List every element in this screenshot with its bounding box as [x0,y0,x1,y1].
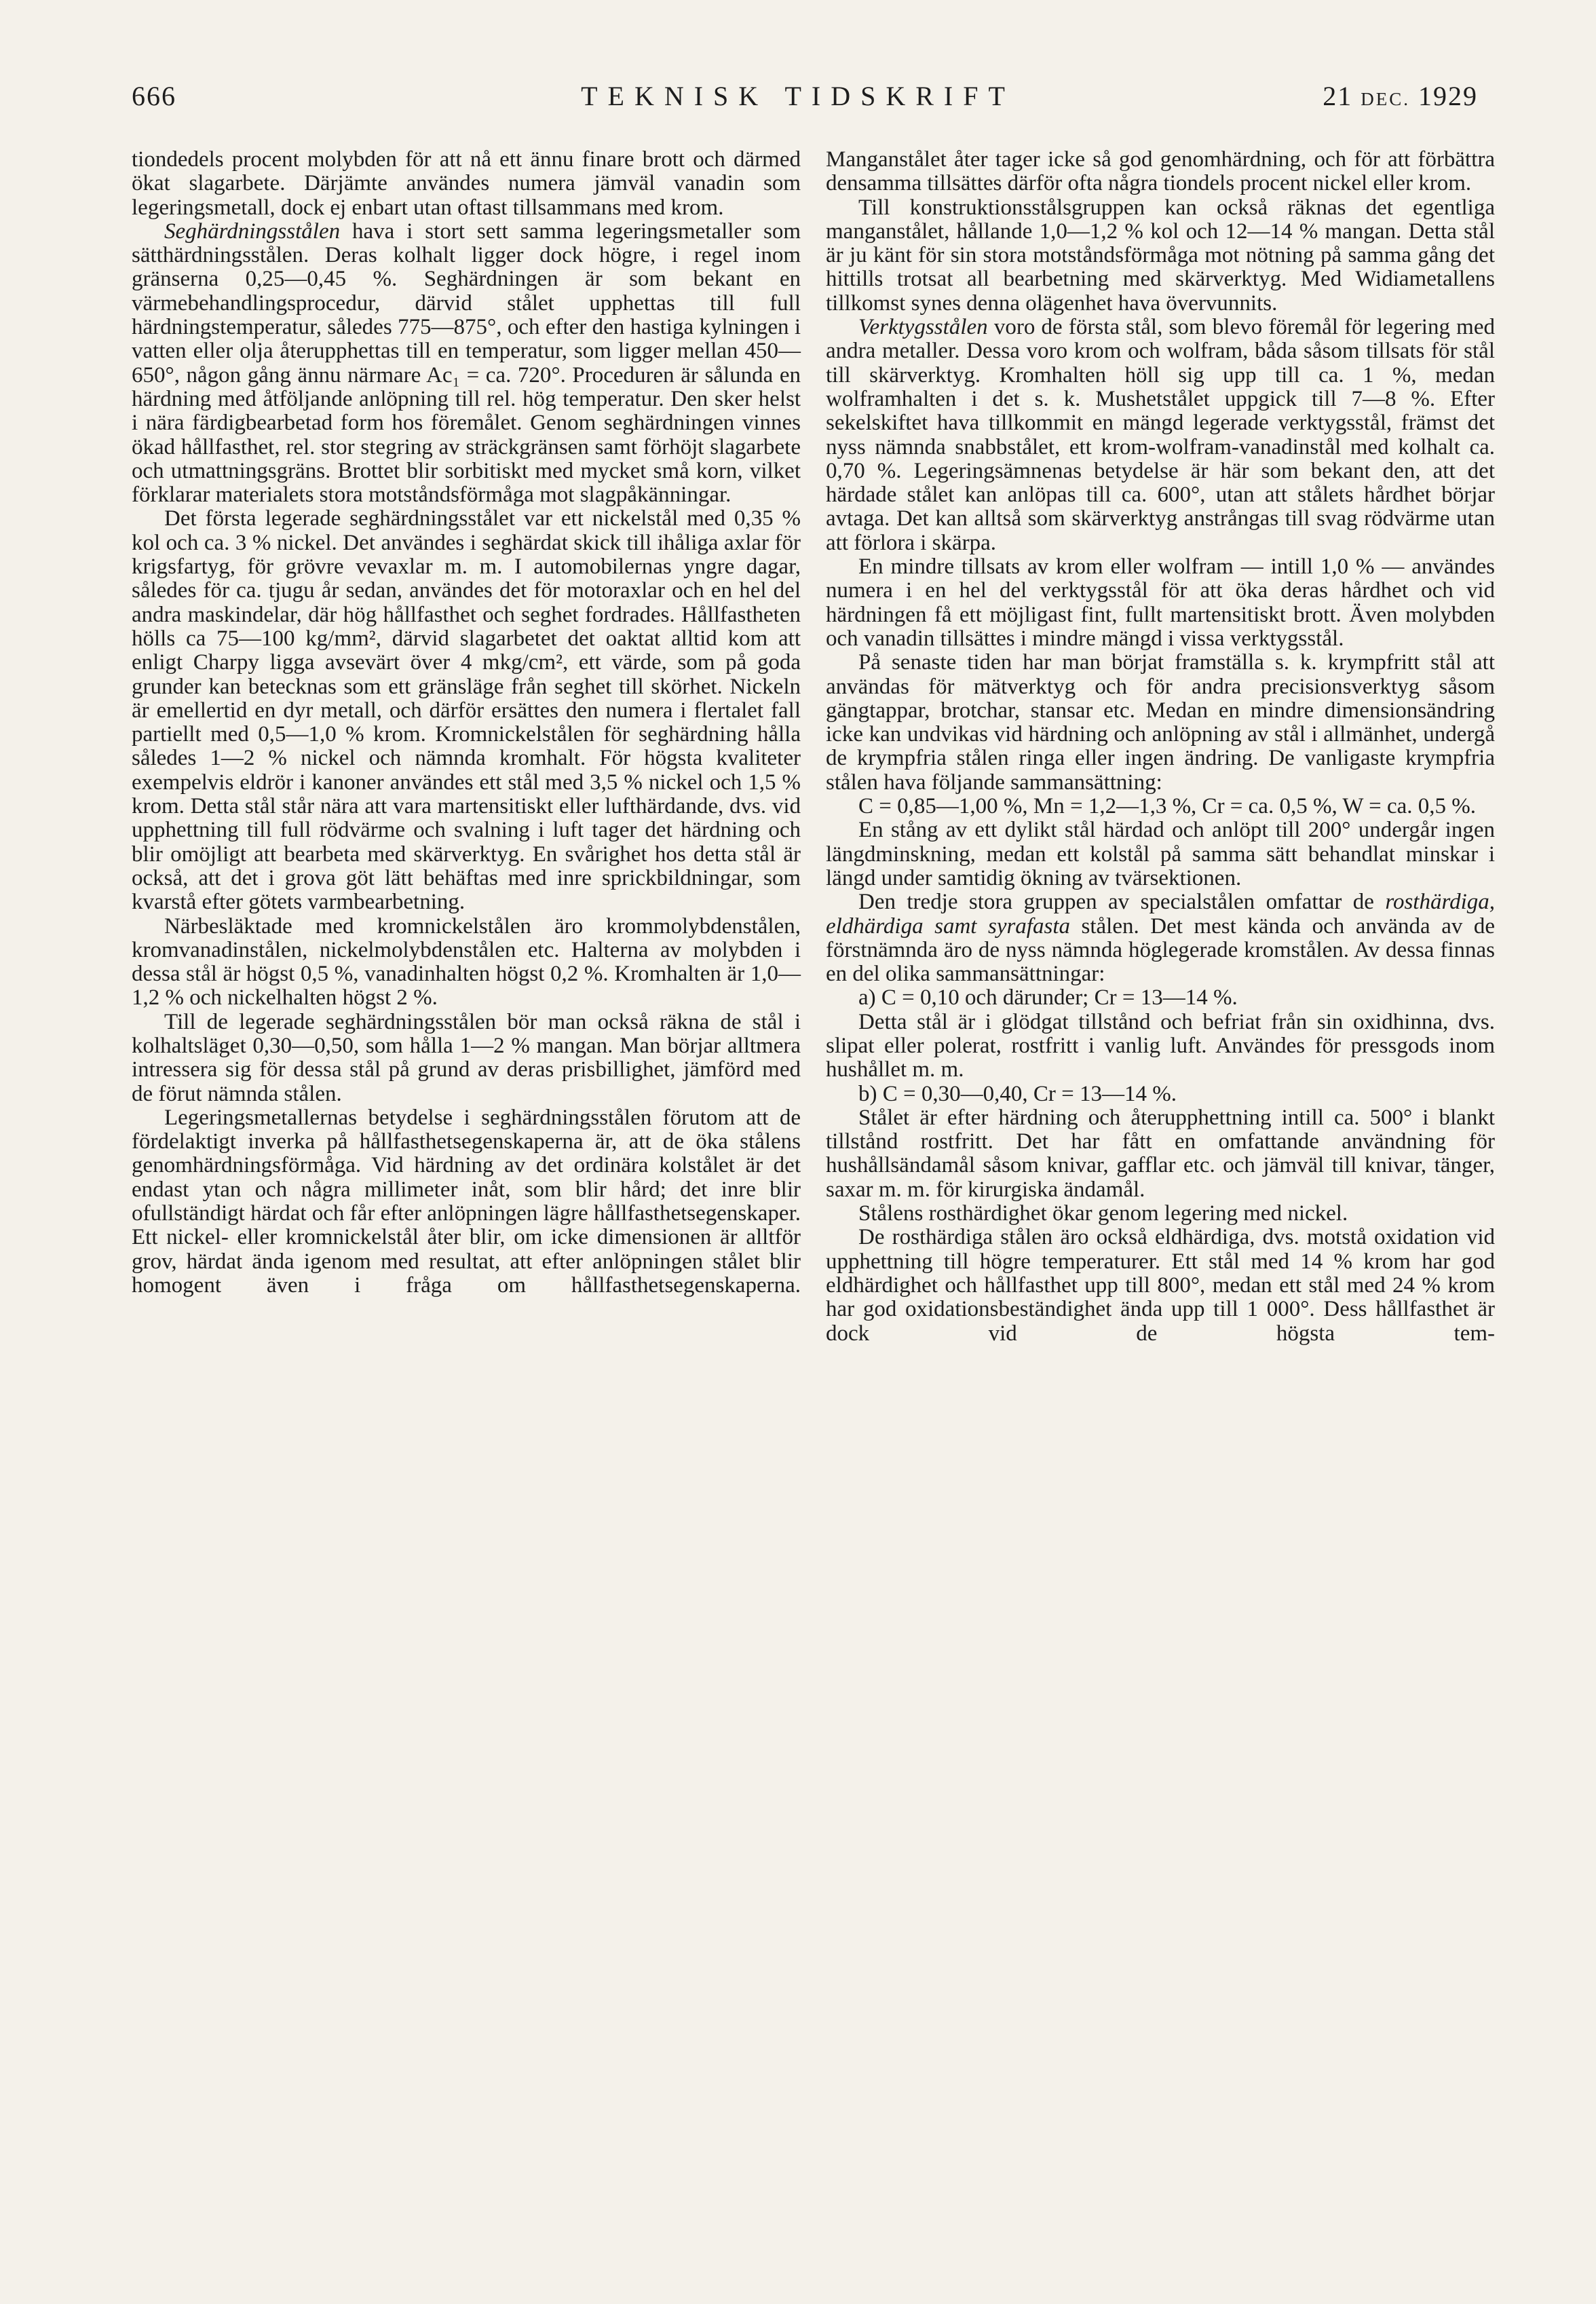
left-column [132,148,801,1298]
paragraph: På senaste tiden har man börjat framställa s. k. krympfritt stål att användas för mätverktyg och för andra precisionsverktyg såsom gängtappar, brotchar, stansar etc. Medan en mindre dimensionsändring icke kan undvikas vid härdning och anlöpning av stål i allmänhet, undergå de krympfria stålen ringa eller ingen ändring. De vanligaste krympfria stålen hava följande sammansättning: [826,650,1495,795]
paragraph: Stålens rosthärdighet ökar genom legering med nickel. [858,1201,1348,1226]
paragraph [826,890,1495,986]
paragraph-text: voro de första stål, som blevo föremål för legering med andra metaller. Dessa voro krom och wolfram, båda såsom tillsats för stål till skärverktyg. Kromhalten höll sig upp till ca. 1 %, medan wolframhalten i det s. k. Mushetstålet uppgick till 7—8 %. Efter sekelskiftet hava tillkommit en mängd legerade verktygsstål, främst det nyss nämnda snabbstålet, ett krom-wolfram-vanadinstål med kolhalt ca. 0,70 %. Legeringsämnenas betydelse är här som bekant den, att det härdade stålet kan anlöpas till ca. 600°, utan att stålets hårdhet börjar avtaga. Det kan alltså som skärverktyg anstrångas till svag rödvärme utan att förlora i skärpa. [826,315,1495,555]
paragraph-text: stålen. Det mest kända och använda av de förstnämnda äro de nyss nämnda höglegerade kromstålen. Av dessa finnas en del olika sammansättningar: [826,913,1495,987]
paragraph: Det första legerade seghärdningsstålet var ett nickelstål med 0,35 % kol och ca. 3 % nickel. Det användes i seghärdat skick till ihåliga axlar för krigsfartyg, för grövre vevaxlar m. m. I automobilernas yngre dagar, således för ca. tjugu år sedan, användes det för motoraxlar och en hel del andra maskindelar, där hög hållfasthet och seghet fordrades. Hållfastheten hölls ca 75—100 kg/mm², därvid slagarbetet det oaktat alltid kom att enligt Charpy ligga avsevärt över 4 mkg/cm², ett värde, som på goda grunder kan betecknas som ett gränsläge från seghet till skörhet. Nickeln är emellertid en dyr metall, och därför ersättes den numera i flertalet fall partiellt med 0,5—1,0 % krom. Kromnickelstålen för seghärdning hålla således 1—2 % nickel och nämnda kromhalt. För högsta kvaliteter exempelvis eldrör i kanoner användes ett stål med 3,5 % nickel och 1,5 % krom. Detta stål står nära att vara martensitiskt eller lufthärdande, dvs. vid upphettning till full rödvärme och svalning i luft tager det härdning och blir omöjligt att bearbeta med skärverktyg. En svårighet hos detta stål är också, att det i grova göt lätt behäftas med inre sprickbildningar, som kvarstå efter götets varmbearbetning. [132,506,801,915]
list-item: a) C = 0,10 och därunder; Cr = 13—14 %. [858,985,1238,1011]
page-number: 666 [132,81,176,111]
date-year: 1929 [1418,81,1478,111]
page-header [0,80,1596,121]
date-month: DEC. [1361,89,1410,109]
paragraph: En stång av ett dylikt stål härdad och anlöpt till 200° undergår ingen längdminskning, medan ett kolstål på samma sätt behandlat minskar i längd under samtidig ökning av tvärsektionen. [826,818,1495,890]
issue-date [1323,80,1478,112]
right-column [826,148,1495,1346]
section-term: Seghärdningsstålen [164,219,341,244]
section-term: rosthärdiga, eldhärdiga samt syrafasta [826,890,1495,939]
paragraph [826,316,1495,555]
formula: C = 0,85—1,00 %, Mn = 1,2—1,3 %, Cr = ca. 0,5 %, W = ca. 0,5 %. [858,794,1477,819]
paragraph: Stålet är efter härdning och återupphettning intill ca. 500° i blankt tillstånd rostfritt. Det har fått en omfattande användning för hushållsändamål såsom knivar, gafflar etc. och jämväl till knivar, tänger, saxar m. m. för kirurgiska ändamål. [826,1105,1495,1202]
section-term: Verktygsstålen [858,315,988,340]
paragraph-text: Den tredje stora gruppen av specialstålen omfattar de [858,890,1386,915]
journal-title: TEKNISK TIDSKRIFT [581,81,1015,111]
paragraph [132,220,801,508]
paragraph: Närbesläktade med kromnickelstålen äro krommolybdenstålen, kromvanadinstålen, nickelmolybdenstålen etc. Halterna av molybden i dessa stål är högst 0,5 %, vanadinhalten högst 0,2 %. Kromhalten är 1,0—1,2 % och nickelhalten högst 2 %. [132,913,801,1011]
paragraph-text: hava i stort sett samma legeringsmetaller som sätthärdningsstålen. Deras kolhalt ligger dock högre, i regel inom gränserna 0,25—0,45 %. Seghärdningen är som bekant en värmebehandlingsprocedur, därvid stålet upphettas till full härdningstemperatur, således 775—875°, och efter den hastiga kylningen i vatten eller olja återupphettas till en temperatur, som ligger mellan 450—650°, någon gång ännu närmare Ac₁ = ca. 720°. Proceduren är sålunda en härdning med åtföljande anlöpning till rel. hög temperatur. Den sker helst i nära färdigbearbetad form hos föremålet. Genom seghärdningen vinnes ökad hållfasthet, rel. stor stegring av sträckgränsen samt förhöjt slagarbete och utmattningsgräns. Brottet blir sorbitiskt med mycket små korn, vilket förklarar materialets stora motståndsförmåga mot slagpåkänningar. [132,219,801,508]
date-day: 21 [1323,81,1353,111]
list-item: b) C = 0,30—0,40, Cr = 13—14 %. [858,1081,1177,1106]
paragraph: Till konstruktionsstålsgruppen kan också räknas det egentliga manganstålet, hållande 1,0—1,2 % kol och 12—14 % mangan. Detta stål är ju känt för sin stora motståndsförmåga mot nötning på samma gång det hittills trotsat all bearbetning med skärverktyg. Med Widiametallens tillkomst synes denna olägenhet hava övervunnits. [826,195,1495,316]
paragraph: De rosthärdiga stålen äro också eldhärdiga, dvs. motstå oxidation vid upphettning till högre temperaturer. Ett stål med 14 % krom har god eldhärdighet och hållfasthet upp till 800°, medan ett stål med 24 % krom har god oxidationsbeständighet ända upp till 1 000°. Dess hållfasthet är dock vid de högsta tem- [826,1225,1495,1346]
paragraph: Till de legerade seghärdningsstålen bör man också räkna de stål i kolhaltsläget 0,30—0,50, som hålla 1—2 % mangan. Man börjar alltmera intressera sig för dessa stål på grund av deras prisbillighet, jämförd med de förut nämnda stålen. [132,1009,801,1106]
paragraph: tiondedels procent molybden för att nå ett ännu finare brott och därmed ökat slagarbete. Därjämte användes numera jämväl vanadin som legeringsmetall, dock ej enbart utan oftast tillsammans med krom. [132,147,801,220]
paragraph: Manganstålet åter tager icke så god genomhärdning, och för att förbättra densamma tillsättes därför ofta några tiondels procent nickel eller krom. [826,147,1495,196]
paragraph: Legeringsmetallernas betydelse i seghärdningsstålen förutom att de fördelaktigt inverka på hållfasthetsegenskaperna är, att de öka stålens genomhärdningsförmåga. Vid härdning av det ordinära kolstålet är det endast ytan och några millimeter inåt, som blir hård; det inre blir ofullständigt härdat och får efter anlöpningen lägre hållfasthetsegenskaper. Ett nickel- eller kromnickelstål åter blir, om icke dimensionen är alltför grov, härdat ända igenom med resultat, att efter anlöpningen stålet blir homogent även i fråga om hållfasthetsegenskaperna. [132,1105,801,1298]
paragraph: Detta stål är i glödgat tillstånd och befriat från sin oxidhinna, dvs. slipat eller polerat, rostfritt i vanlig luft. Användes för pressgods inom hushållet m. m. [826,1009,1495,1082]
paragraph: En mindre tillsats av krom eller wolfram — intill 1,0 % — användes numera i en hel del verktygsstål för att öka deras hårdhet och vid härdningen få ett möjligast fint, fullt martensitiskt brott. Även molybden och vanadin tillsättes i mindre mängd i vissa verktygsstål. [826,554,1495,651]
